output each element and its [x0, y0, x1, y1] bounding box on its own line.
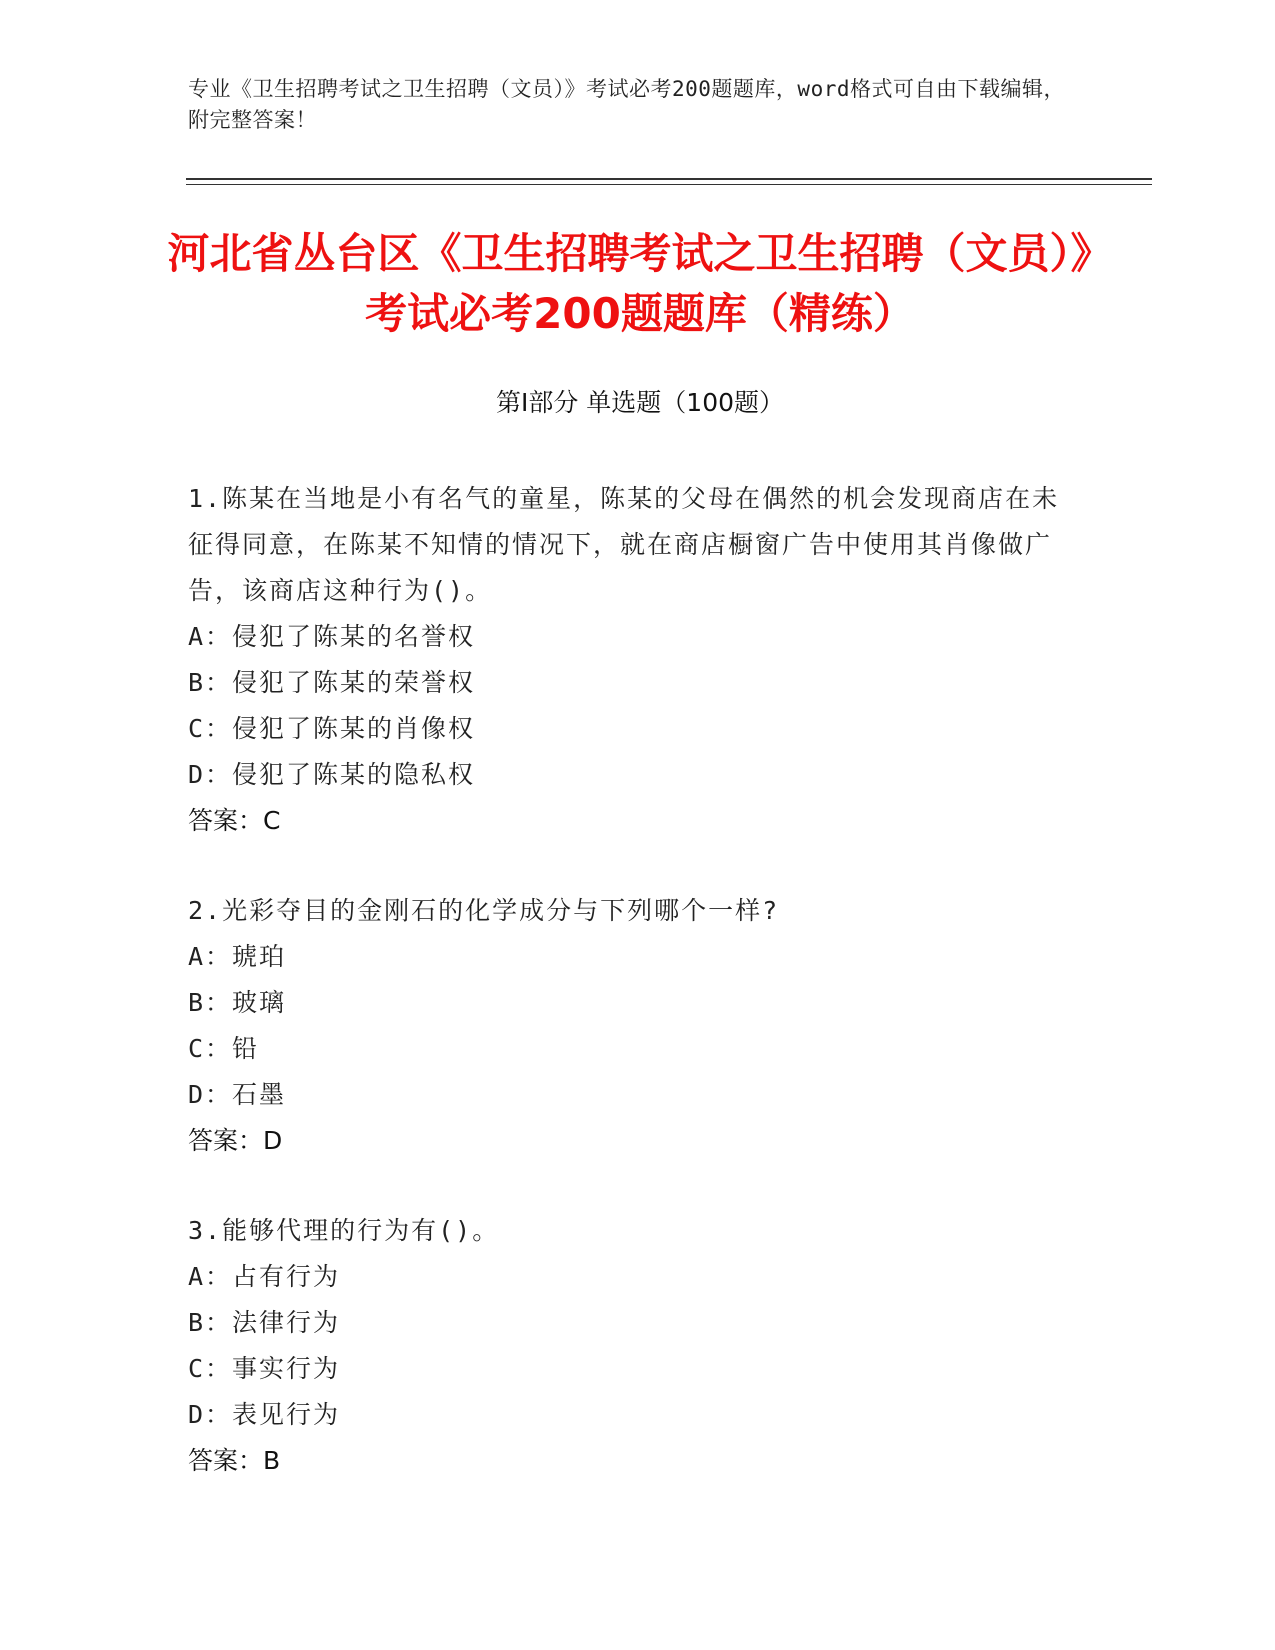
option-a: A：占有行为 — [188, 1262, 341, 1291]
question-stem: 1.陈某在当地是小有名气的童星，陈某的父母在偶然的机会发现商店在未征得同意，在陈某不知情的情况下，就在商店橱窗广告中使用其肖像做广告，该商店这种行为()。 — [188, 484, 1060, 605]
answer: 答案：B — [188, 1446, 281, 1475]
option-a: A：侵犯了陈某的名誉权 — [188, 622, 476, 651]
question-3 — [188, 1208, 1068, 1484]
question-stem: 3.能够代理的行为有()。 — [188, 1216, 500, 1245]
option-d: D：侵犯了陈某的隐私权 — [188, 760, 476, 789]
option-c: C：铅 — [188, 1034, 260, 1063]
answer: 答案：C — [188, 806, 281, 835]
question-1 — [188, 476, 1068, 844]
header-note: 专业《卫生招聘考试之卫生招聘（文员）》考试必考200题题库，word格式可自由下载编辑，附完整答案！ — [188, 77, 1065, 132]
header-divider-thin — [186, 184, 1152, 185]
question-2 — [188, 888, 1068, 1164]
question-list — [188, 476, 1068, 1528]
option-c: C：事实行为 — [188, 1354, 341, 1383]
option-b: B：侵犯了陈某的荣誉权 — [188, 668, 476, 697]
option-d: D：石墨 — [188, 1080, 287, 1109]
option-c: C：侵犯了陈某的肖像权 — [188, 714, 476, 743]
question-stem: 2.光彩夺目的金刚石的化学成分与下列哪个一样? — [188, 896, 780, 925]
section-title: 第Ⅰ部分 单选题（100题） — [495, 388, 785, 417]
option-d: D：表见行为 — [188, 1400, 341, 1429]
option-a: A：琥珀 — [188, 942, 287, 971]
option-b: B：法律行为 — [188, 1308, 341, 1337]
option-b: B：玻璃 — [188, 988, 287, 1017]
header-divider-thick — [186, 178, 1152, 180]
document-title: 河北省丛台区《卫生招聘考试之卫生招聘（文员）》考试必考200题题库（精练） — [167, 229, 1113, 338]
answer: 答案：D — [188, 1126, 283, 1155]
